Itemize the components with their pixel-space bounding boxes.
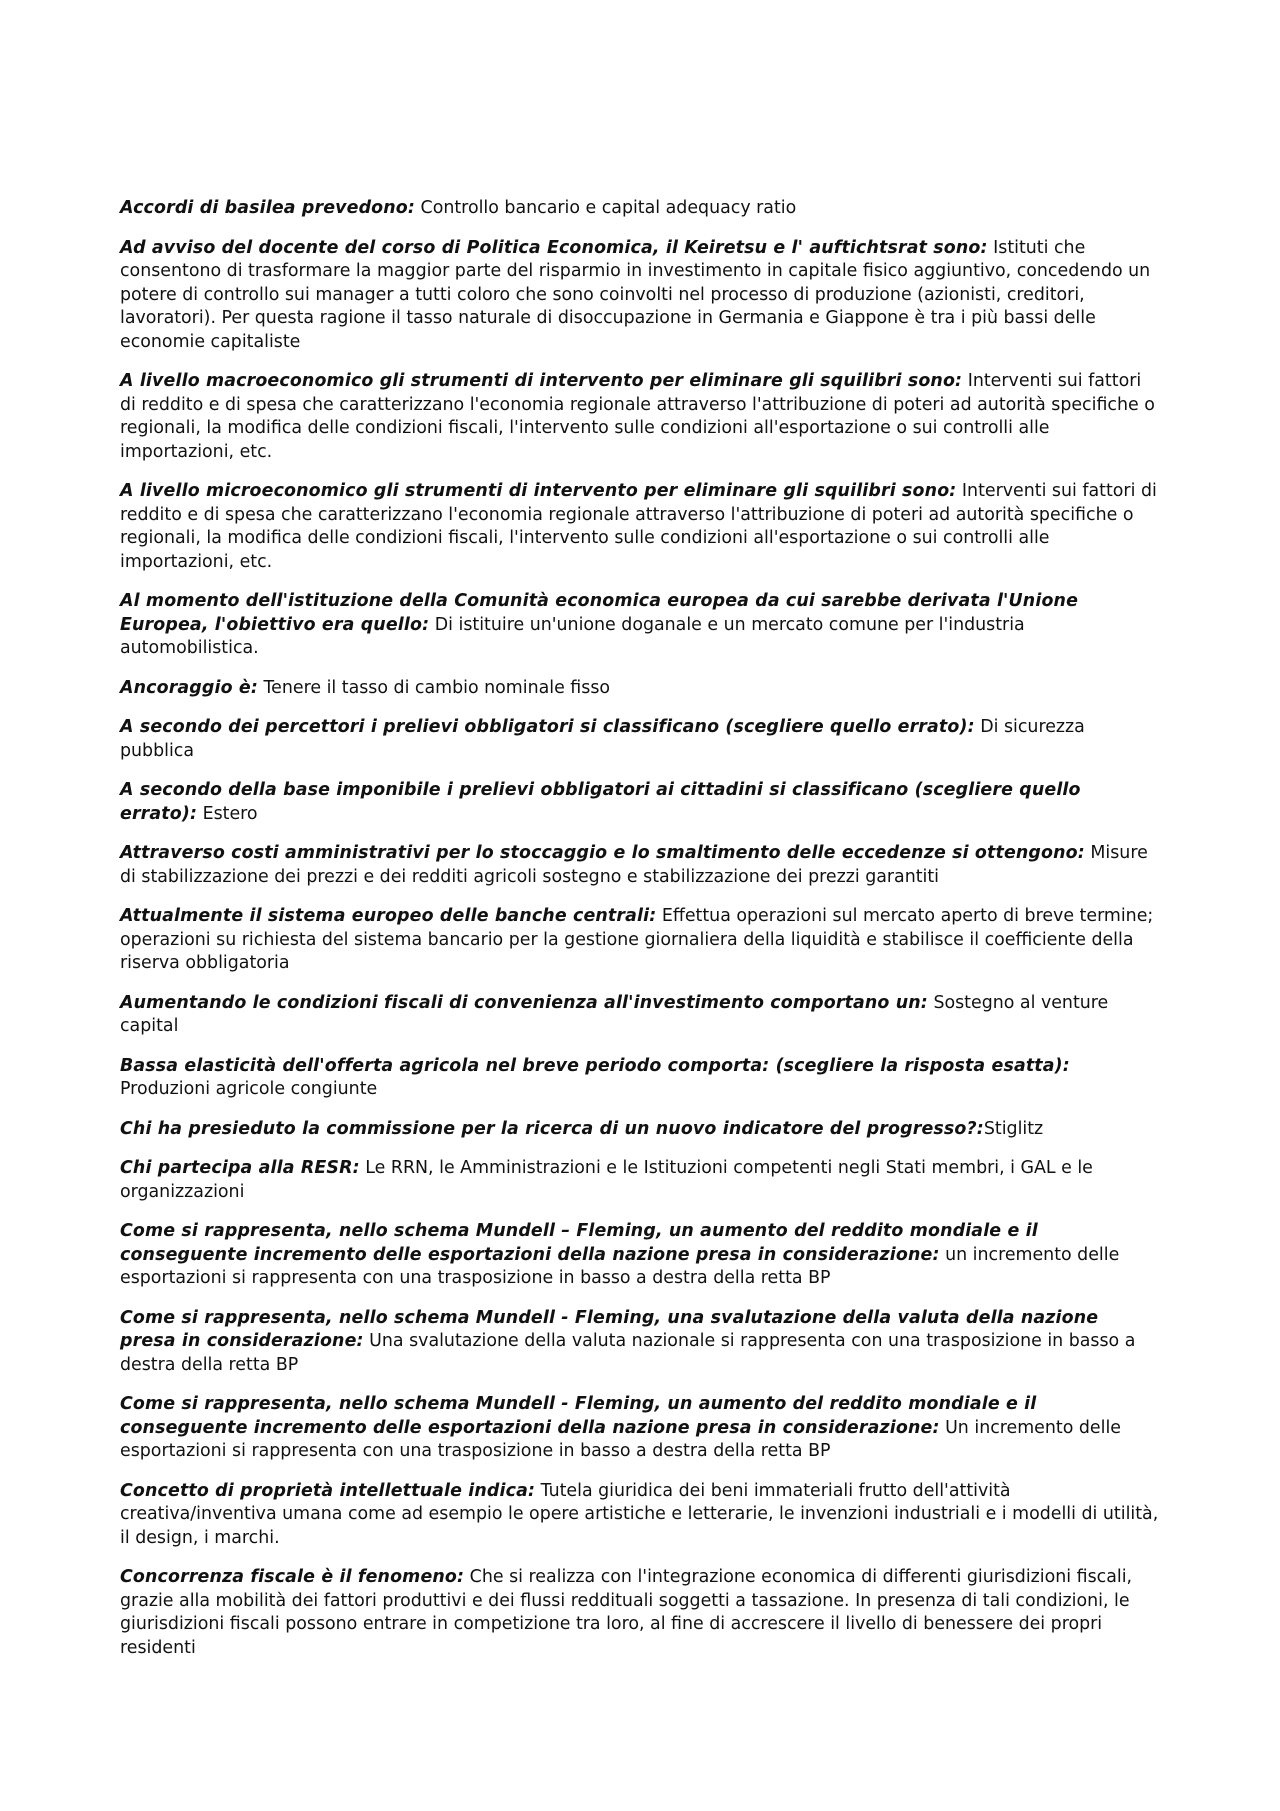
question-text: Come si rappresenta, nello schema Mundell - Fleming, un aumento del reddito mondiale e il conseguente incremento delle esportazioni della nazione presa in considerazione:	[120, 1394, 1037, 1438]
entry	[120, 1055, 1160, 1102]
entry	[120, 197, 1160, 221]
question-text: Ad avviso del docente del corso di Politica Economica, il Keiretsu e l' auftichtsrat sono:	[120, 237, 988, 258]
question-text: Attraverso costi amministrativi per lo stoccaggio e lo smaltimento delle eccedenze si ottengono:	[120, 843, 1085, 863]
entry	[120, 779, 1160, 826]
answer-text: Un incremento delle esportazioni si rappresenta con una trasposizione in basso a destra della retta BP	[120, 1417, 1121, 1461]
question-text: Accordi di basilea prevedono:	[120, 198, 416, 218]
answer-text: Di sicurezza pubblica	[120, 717, 1085, 761]
entry	[120, 842, 1160, 889]
answer-text: Interventi sui fattori di reddito e di spesa che caratterizzano l'economia regionale attraverso l'attribuzione di poteri ad autorità specifiche o regionali, la modifica delle condizioni fiscali, l'intervento sulle condizioni all'esportazione o sui controlli alle importazioni, etc.	[120, 371, 1155, 462]
answer-text: Tutela giuridica dei beni immateriali frutto dell'attività creativa/inventiva umana come ad esempio le opere artistiche e letterarie, le invenzioni industriali e i modelli di utilità, il design, i marchi.	[120, 1480, 1159, 1548]
entry	[120, 1118, 1160, 1142]
entry	[120, 992, 1160, 1039]
answer-text: Stiglitz	[983, 1118, 1044, 1139]
question-text: A secondo dei percettori i prelievi obbligatori si classificano (scegliere quello errato):	[120, 717, 975, 737]
question-text: A livello macroeconomico gli strumenti di intervento per eliminare gli squilibri sono:	[120, 371, 963, 391]
question-text: Al momento dell'istituzione della Comunità economica europea da cui sarebbe derivata l'Unione Europea, l'obiettivo era quello:	[120, 591, 1079, 635]
entry	[120, 480, 1160, 574]
entry	[120, 590, 1160, 661]
answer-text: Sostegno al venture capital	[120, 992, 1109, 1036]
answer-text: Interventi sui fattori di reddito e di spesa che caratterizzano l'economia regionale attraverso l'attribuzione di poteri ad autorità specifiche o regionali, la modifica delle condizioni fiscali, l'intervento sulle condizioni all'esportazione o sui controlli alle importazioni, etc.	[120, 481, 1157, 572]
entry	[120, 1307, 1160, 1378]
answer-text: Una svalutazione della valuta nazionale si rappresenta con una trasposizione in basso a destra della retta BP	[120, 1331, 1136, 1375]
answer-text: Di istituire un'unione doganale e un mercato comune per l'industria automobilistica.	[120, 614, 1025, 658]
entry	[120, 1566, 1160, 1660]
answer-text: Produzioni agricole congiunte	[120, 1079, 378, 1099]
question-text: Attualmente il sistema europeo delle banche centrali:	[120, 906, 657, 926]
question-text: Concorrenza fiscale è il fenomeno:	[120, 1567, 465, 1587]
question-text: A livello microeconomico gli strumenti di intervento per eliminare gli squilibri sono:	[120, 481, 957, 501]
document-page	[120, 197, 1160, 1676]
answer-text: Le RRN, le Amministrazioni e le Istituzioni competenti negli Stati membri, i GAL e le organizzazioni	[120, 1158, 1093, 1202]
question-text: A secondo della base imponibile i prelievi obbligatori ai cittadini si classificano (scegliere quello errato):	[120, 780, 1081, 824]
entry	[120, 1220, 1160, 1291]
answer-text: Misure di stabilizzazione dei prezzi e dei redditi agricoli sostegno e stabilizzazione dei prezzi garantiti	[120, 843, 1148, 887]
answer-text: Tenere il tasso di cambio nominale fisso	[263, 677, 611, 698]
answer-text: Controllo bancario e capital adequacy ratio	[420, 198, 797, 218]
answer-text: Che si realizza con l'integrazione economica di differenti giurisdizioni fiscali, grazie alla mobilità dei fattori produttivi e dei flussi reddituali soggetti a tassazione. In presenza di tali condizioni, le giurisdizioni fiscali possono entrare in competizione tra loro, al fine di accrescere il livello di benessere dei propri residenti	[120, 1567, 1133, 1658]
entry	[120, 1393, 1160, 1464]
entry	[120, 370, 1160, 464]
answer-text: un incremento delle esportazioni si rappresenta con una trasposizione in basso a destra della retta BP	[120, 1244, 1120, 1288]
question-text: Concetto di proprietà intellettuale indica:	[120, 1480, 536, 1501]
question-text: Bassa elasticità dell'offerta agricola nel breve periodo comporta: (scegliere la risposta esatta):	[120, 1055, 1070, 1076]
question-text: Come si rappresenta, nello schema Mundell – Fleming, un aumento del reddito mondiale e il conseguente incremento delle esportazioni della nazione presa in considerazione:	[120, 1221, 1038, 1265]
entry	[120, 677, 1160, 701]
answer-text: Istituti che consentono di trasformare la maggior parte del risparmio in investimento in capitale fisico aggiuntivo, concedendo un potere di controllo sui manager a tutti coloro che sono coinvolti nel processo di produzione (azionisti, creditori, lavoratori). Per questa ragione il tasso naturale di disoccupazione in Germania e Giappone è tra i più bassi delle economie capitaliste	[120, 237, 1151, 352]
question-text: Chi ha presieduto la commissione per la ricerca di un nuovo indicatore del progresso?:	[120, 1118, 984, 1139]
question-text: Ancoraggio è:	[120, 677, 258, 698]
entry	[120, 1480, 1160, 1551]
answer-text: Estero	[202, 803, 258, 824]
question-text: Chi partecipa alla RESR:	[120, 1158, 360, 1178]
entry	[120, 905, 1160, 976]
question-text: Aumentando le condizioni fiscali di convenienza all'investimento comportano un:	[120, 992, 928, 1013]
entry	[120, 716, 1160, 763]
entry	[120, 1157, 1160, 1204]
question-text: Come si rappresenta, nello schema Mundell - Fleming, una svalutazione della valuta della nazione presa in considerazione:	[120, 1307, 1099, 1351]
answer-text: Effettua operazioni sul mercato aperto di breve termine; operazioni su richiesta del sistema bancario per la gestione giornaliera della liquidità e stabilisce il coefficiente della riserva obbligatoria	[120, 906, 1154, 973]
entry	[120, 237, 1160, 355]
